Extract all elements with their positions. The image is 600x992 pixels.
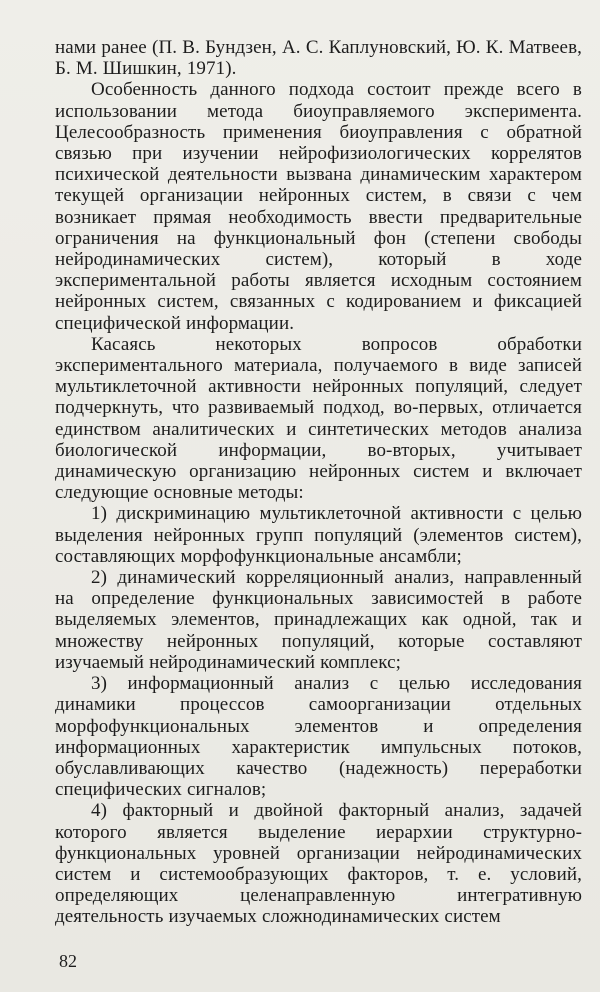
paragraph-approach-feature: Особенность данного подхода состоит прежде всего в использовании метода биоуправляемого эксперимента. Целесообразность применения биоуправления с обратной связью при изучении нейрофизиологических коррелятов психической деятельности вызвана динамическим характером текущей организации нейронных систем, в связи с чем возникает прямая необходимость ввести предварительные ограничения на функциональный фон (степени свободы нейродинамических систем), который в ходе экспериментальной работы является исходным состоянием нейронных систем, связанных с кодированием и фиксацией специфической информации. bbox=[55, 79, 582, 334]
page-number: 82 bbox=[59, 951, 77, 971]
paragraph-continuation: нами ранее (П. В. Бундзен, А. С. Каплуновский, Ю. К. Матвеев, Б. М. Шишкин, 1971). bbox=[55, 37, 582, 80]
body-text bbox=[55, 37, 582, 928]
list-item-discrimination: 1) дискриминацию мультиклеточной активности с целью выделения нейронных групп популяций (элементов систем), составляющих морфофункциональные ансамбли; bbox=[55, 503, 582, 567]
list-item-information-analysis: 3) информационный анализ с целью исследования динамики процессов самоорганизации отдельных морфофункциональных элементов и определения информационных характеристик импульсных потоков, обуславливающих качество (надежность) переработки специфических сигналов; bbox=[55, 673, 582, 801]
list-item-factor-analysis: 4) факторный и двойной факторный анализ, задачей которого является выделение иерархии структурно-функциональных уровней организации нейродинамических систем и системообразующих факторов, т. е. условий, определяющих целенаправленную интегративную деятельность изучаемых сложнодинамических систем bbox=[55, 800, 582, 928]
list-item-correlation-analysis: 2) динамический корреляционный анализ, направленный на определение функциональных зависимостей в работе выделяемых элементов, принадлежащих как одной, так и множеству нейронных популяций, которые составляют изучаемый нейродинамический комплекс; bbox=[55, 567, 582, 673]
paragraph-processing-methods: Касаясь некоторых вопросов обработки экспериментального материала, получаемого в виде записей мультиклеточной активности нейронных популяций, следует подчеркнуть, что развиваемый подход, во-первых, отличается единством аналитических и синтетических методов анализа биологической информации, во-вторых, учитывает динамическую организацию нейронных систем и включает следующие основные методы: bbox=[55, 333, 582, 504]
